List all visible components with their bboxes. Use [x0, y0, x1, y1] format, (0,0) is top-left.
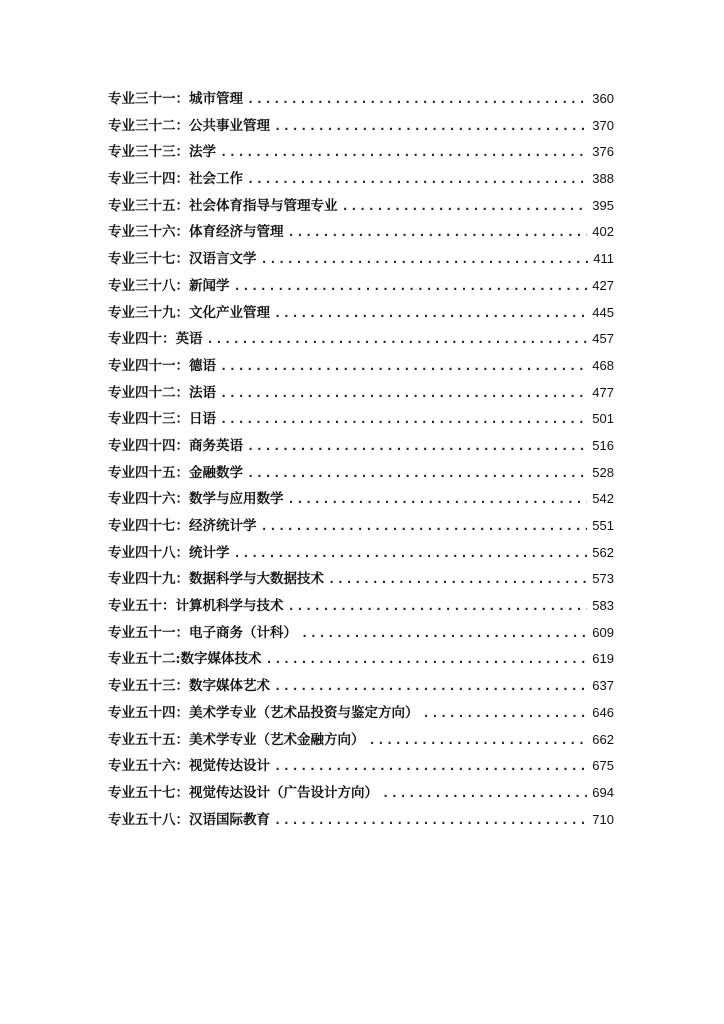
toc-entry[interactable]	[108, 593, 614, 620]
toc-entry-page-number: 468	[592, 357, 614, 373]
toc-entry[interactable]	[108, 460, 614, 487]
dot-leader	[328, 566, 587, 593]
toc-entry-title: 专业三十五：社会体育指导与管理专业	[108, 197, 338, 214]
toc-entry-page-number: 516	[592, 437, 614, 453]
toc-entry[interactable]	[108, 566, 614, 593]
toc-entry[interactable]	[108, 620, 614, 647]
toc-entry-page-number: 619	[592, 651, 614, 667]
toc-entry-title: 专业四十六：数学与应用数学	[108, 491, 284, 508]
toc-entry-page-number: 427	[592, 277, 614, 293]
toc-entry[interactable]	[108, 406, 614, 433]
dot-leader	[274, 753, 587, 780]
toc-entry[interactable]	[108, 513, 614, 540]
toc-entry-page-number: 445	[592, 304, 614, 320]
dot-leader	[301, 620, 587, 647]
toc-entry-title: 专业四十九：数据科学与大数据技术	[108, 571, 324, 588]
toc-entry-title: 专业四十八：统计学	[108, 544, 230, 561]
toc-entry[interactable]	[108, 753, 614, 780]
toc-entry[interactable]	[108, 326, 614, 353]
dot-leader	[247, 460, 587, 487]
dot-leader	[220, 380, 587, 407]
toc-entry-page-number: 562	[592, 544, 614, 560]
toc-entry-page-number: 370	[592, 117, 614, 133]
dot-leader	[261, 513, 588, 540]
dot-leader	[220, 353, 587, 380]
toc-entry-page-number: 694	[592, 784, 614, 800]
toc-entry-page-number: 583	[592, 598, 614, 614]
toc-entry-title: 专业三十六：体育经济与管理	[108, 224, 284, 241]
dot-leader	[265, 646, 587, 673]
dot-leader	[247, 86, 587, 113]
toc-entry-title: 专业四十：英语	[108, 331, 203, 348]
toc-entry-title: 专业五十五：美术学专业（艺术金融方向）	[108, 731, 365, 748]
toc-entry-page-number: 402	[592, 224, 614, 240]
table-of-contents	[108, 86, 614, 833]
toc-entry[interactable]	[108, 273, 614, 300]
toc-entry[interactable]	[108, 193, 614, 220]
toc-entry[interactable]	[108, 433, 614, 460]
toc-entry[interactable]	[108, 780, 614, 807]
toc-entry-page-number: 609	[592, 624, 614, 640]
toc-entry[interactable]	[108, 486, 614, 513]
toc-entry-title: 专业三十二：公共事业管理	[108, 117, 270, 134]
toc-entry-page-number: 395	[592, 197, 614, 213]
dot-leader	[288, 486, 588, 513]
dot-leader	[220, 406, 587, 433]
dot-leader	[274, 673, 587, 700]
dot-leader	[207, 326, 588, 353]
dot-leader	[288, 593, 588, 620]
toc-entry[interactable]	[108, 673, 614, 700]
toc-entry-page-number: 573	[592, 571, 614, 587]
toc-entry-title: 专业五十四：美术学专业（艺术品投资与鉴定方向）	[108, 704, 419, 721]
toc-entry-page-number: 675	[592, 758, 614, 774]
toc-entry-title: 专业三十三：法学	[108, 144, 216, 161]
dot-leader	[247, 166, 587, 193]
toc-entry[interactable]	[108, 300, 614, 327]
toc-entry-page-number: 501	[592, 411, 614, 427]
toc-entry-title: 专业五十六：视觉传达设计	[108, 758, 270, 775]
toc-entry-title: 专业五十二:数字媒体技术	[108, 651, 262, 668]
toc-entry-title: 专业三十一：城市管理	[108, 91, 243, 107]
toc-entry-title: 专业五十七：视觉传达设计（广告设计方向）	[108, 784, 378, 801]
toc-entry-title: 专业四十五：金融数学	[108, 464, 243, 481]
dot-leader	[247, 433, 587, 460]
toc-entry[interactable]	[108, 540, 614, 567]
toc-entry-page-number: 637	[592, 678, 614, 694]
toc-entry-title: 专业五十一：电子商务（计科）	[108, 624, 297, 641]
toc-entry-title: 专业三十七：汉语言文学	[108, 251, 257, 268]
dot-leader	[261, 246, 589, 273]
dot-leader	[274, 807, 587, 834]
toc-entry-page-number: 376	[592, 144, 614, 160]
toc-entry[interactable]	[108, 700, 614, 727]
toc-entry-page-number: 411	[593, 251, 614, 267]
toc-entry[interactable]	[108, 353, 614, 380]
toc-entry[interactable]	[108, 380, 614, 407]
dot-leader	[369, 727, 588, 754]
toc-entry[interactable]	[108, 219, 614, 246]
dot-leader	[274, 300, 587, 327]
toc-entry-page-number: 360	[592, 91, 614, 106]
toc-entry-page-number: 662	[592, 731, 614, 747]
toc-entry-title: 专业五十三：数字媒体艺术	[108, 678, 270, 695]
toc-entry[interactable]	[108, 807, 614, 834]
toc-entry-page-number: 477	[592, 384, 614, 400]
toc-entry-page-number: 542	[592, 491, 614, 507]
dot-leader	[274, 113, 587, 140]
toc-entry-title: 专业五十：计算机科学与技术	[108, 598, 284, 615]
toc-entry[interactable]	[108, 139, 614, 166]
toc-entry-title: 专业四十一：德语	[108, 357, 216, 374]
toc-entry[interactable]	[108, 727, 614, 754]
toc-entry[interactable]	[108, 646, 614, 673]
dot-leader	[288, 219, 588, 246]
dot-leader	[220, 139, 587, 166]
dot-leader	[234, 540, 588, 567]
toc-entry-title: 专业四十四：商务英语	[108, 437, 243, 454]
toc-entry-page-number: 457	[592, 331, 614, 347]
toc-entry-title: 专业五十八：汉语国际教育	[108, 811, 270, 828]
toc-entry-page-number: 646	[592, 704, 614, 720]
toc-entry-title: 专业四十二：法语	[108, 384, 216, 401]
toc-entry-title: 专业三十九：文化产业管理	[108, 304, 270, 321]
toc-entry-page-number: 710	[592, 811, 614, 827]
toc-entry-page-number: 528	[592, 464, 614, 480]
dot-leader	[382, 780, 587, 807]
toc-entry-page-number: 551	[592, 518, 614, 533]
toc-entry-page-number: 388	[592, 171, 614, 187]
toc-entry-title: 专业三十四：社会工作	[108, 171, 243, 188]
toc-entry[interactable]	[108, 86, 614, 113]
toc-entry-title: 专业三十八：新闻学	[108, 277, 230, 294]
toc-entry-title: 专业四十七：经济统计学	[108, 518, 257, 534]
toc-entry-title: 专业四十三：日语	[108, 411, 216, 428]
toc-entry[interactable]	[108, 166, 614, 193]
toc-entry[interactable]	[108, 113, 614, 140]
toc-entry[interactable]	[108, 246, 614, 273]
dot-leader	[342, 193, 588, 220]
dot-leader	[234, 273, 588, 300]
dot-leader	[423, 700, 588, 727]
